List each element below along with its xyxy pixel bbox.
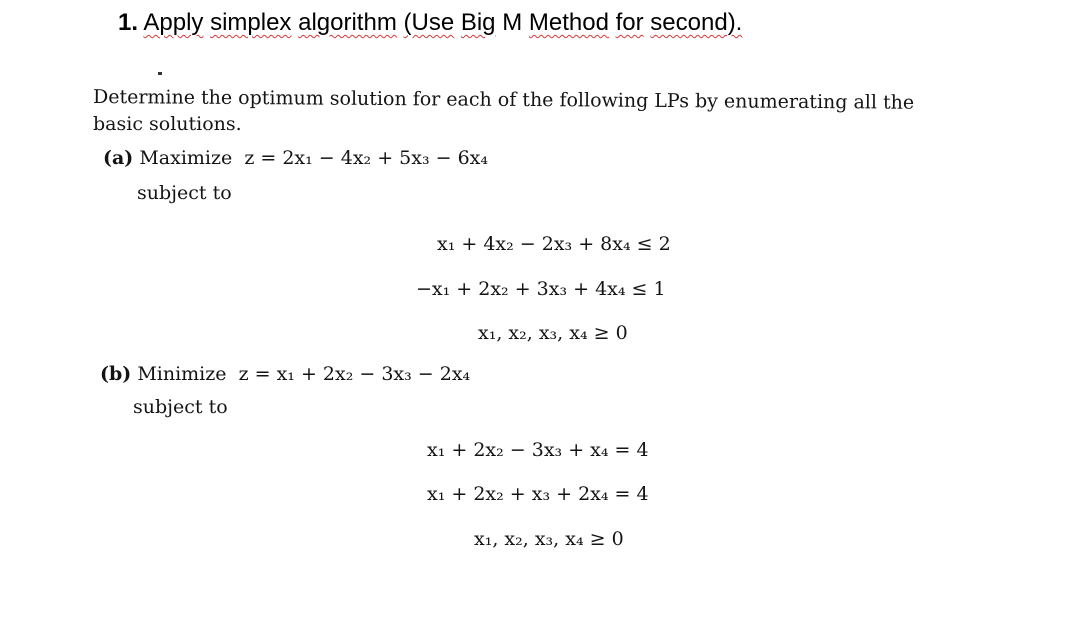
part-a-nonnegativity: x₁, x₂, x₃, x₄ ≥ 0 (478, 322, 628, 344)
heading-word: Method (528, 9, 609, 36)
part-a-label: (a) (103, 147, 134, 169)
part-b-constraint-2: x₁ + 2x₂ + x₃ + 2x₄ = 4 (427, 483, 649, 505)
part-b-subject-to: subject to (133, 396, 228, 418)
intro-line-1: Determine the optimum solution for each of the following LPs by enumerating all the (92, 86, 915, 114)
heading-word: for (615, 9, 644, 36)
heading-word: (Use (403, 9, 455, 36)
problem-intro (93, 84, 993, 138)
part-a-objective-formula: z = 2x₁ − 4x₂ + 5x₃ − 6x₄ (244, 147, 489, 169)
part-b-objective-prefix: Minimize (137, 363, 227, 385)
stray-mark (158, 72, 162, 75)
heading-word: Apply (143, 9, 204, 36)
part-b-objective-formula: z = x₁ + 2x₂ − 3x₃ − 2x₄ (238, 363, 471, 385)
question-heading (118, 9, 742, 37)
heading-word: M (502, 9, 523, 36)
part-b-constraint-1: x₁ + 2x₂ − 3x₃ + x₄ = 4 (427, 439, 649, 461)
part-a-objective (103, 147, 488, 169)
part-a-constraint-2: −x₁ + 2x₂ + 3x₃ + 4x₄ ≤ 1 (416, 278, 666, 300)
heading-word: simplex (210, 9, 292, 36)
heading-word: Big (460, 9, 496, 36)
question-number: 1. (118, 9, 139, 36)
part-b-label: (b) (100, 363, 132, 385)
part-b-nonnegativity: x₁, x₂, x₃, x₄ ≥ 0 (474, 528, 624, 550)
part-b-objective (100, 363, 470, 385)
heading-word: algorithm (298, 9, 397, 36)
part-a-objective-prefix: Maximize (139, 147, 233, 169)
intro-line-2: basic solutions. (93, 113, 242, 135)
part-a-constraint-1: x₁ + 4x₂ − 2x₃ + 8x₄ ≤ 2 (437, 233, 671, 255)
part-a-subject-to: subject to (137, 182, 232, 204)
heading-word: second). (650, 9, 743, 36)
